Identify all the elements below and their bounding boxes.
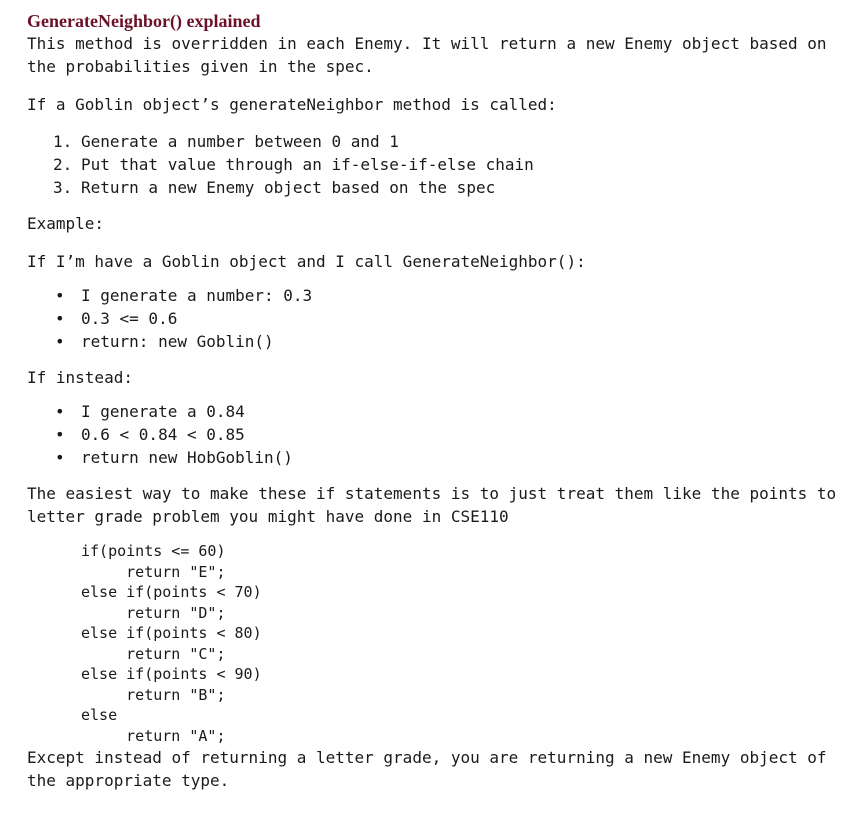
code-line: return "C";	[81, 644, 226, 663]
code-line: else	[81, 706, 118, 724]
bullet-item: • 0.6 < 0.84 < 0.85	[55, 425, 245, 444]
steps-list	[27, 130, 842, 199]
code-line: else if(points < 70)	[81, 583, 262, 601]
intro-paragraph: This method is overridden in each Enemy. It will return a new Enemy object based on the probabilities given in the spec.	[27, 34, 827, 76]
bullet-icon: •	[55, 286, 65, 305]
instead-label: If instead:	[27, 368, 133, 387]
easiest-paragraph: The easiest way to make these if statements is to just treat them like the points to letter grade problem you might have done in CSE110	[27, 484, 837, 526]
bullet-item: • I generate a number: 0.3	[55, 286, 313, 305]
code-line: return "B";	[81, 685, 226, 704]
goblin-heading: If a Goblin object’s generateNeighbor method is called:	[27, 95, 557, 114]
step-item: 3. Return a new Enemy object based on the spec	[53, 178, 496, 197]
step-item: 2. Put that value through an if-else-if-else chain	[53, 155, 534, 174]
bullet-item: • return: new Goblin()	[55, 332, 274, 351]
example1-list	[27, 284, 842, 353]
bullet-icon: •	[55, 309, 65, 328]
code-line: else if(points < 90)	[81, 665, 262, 683]
code-line: return "A";	[81, 726, 226, 745]
step-item: 1. Generate a number between 0 and 1	[53, 132, 399, 151]
code-line: return "D";	[81, 603, 226, 622]
code-line: return "E";	[81, 562, 226, 581]
bullet-icon: •	[55, 448, 65, 467]
bullet-item: • 0.3 <= 0.6	[55, 309, 178, 328]
bullet-icon: •	[55, 402, 65, 421]
code-line: else if(points < 80)	[81, 624, 262, 642]
document-page	[27, 10, 842, 792]
section-title: GenerateNeighbor() explained	[27, 11, 261, 31]
closing-paragraph: Except instead of returning a letter grade, you are returning a new Enemy object of the appropriate type.	[27, 748, 827, 790]
example-label: Example:	[27, 214, 105, 233]
bullet-icon: •	[55, 425, 65, 444]
bullet-item: • return new HobGoblin()	[55, 448, 293, 467]
example2-list	[27, 400, 842, 469]
bullet-icon: •	[55, 332, 65, 351]
code-line: if(points <= 60)	[81, 542, 226, 560]
code-block	[27, 541, 842, 746]
example-intro: If I’m have a Goblin object and I call GenerateNeighbor():	[27, 252, 586, 271]
bullet-item: • I generate a 0.84	[55, 402, 245, 421]
